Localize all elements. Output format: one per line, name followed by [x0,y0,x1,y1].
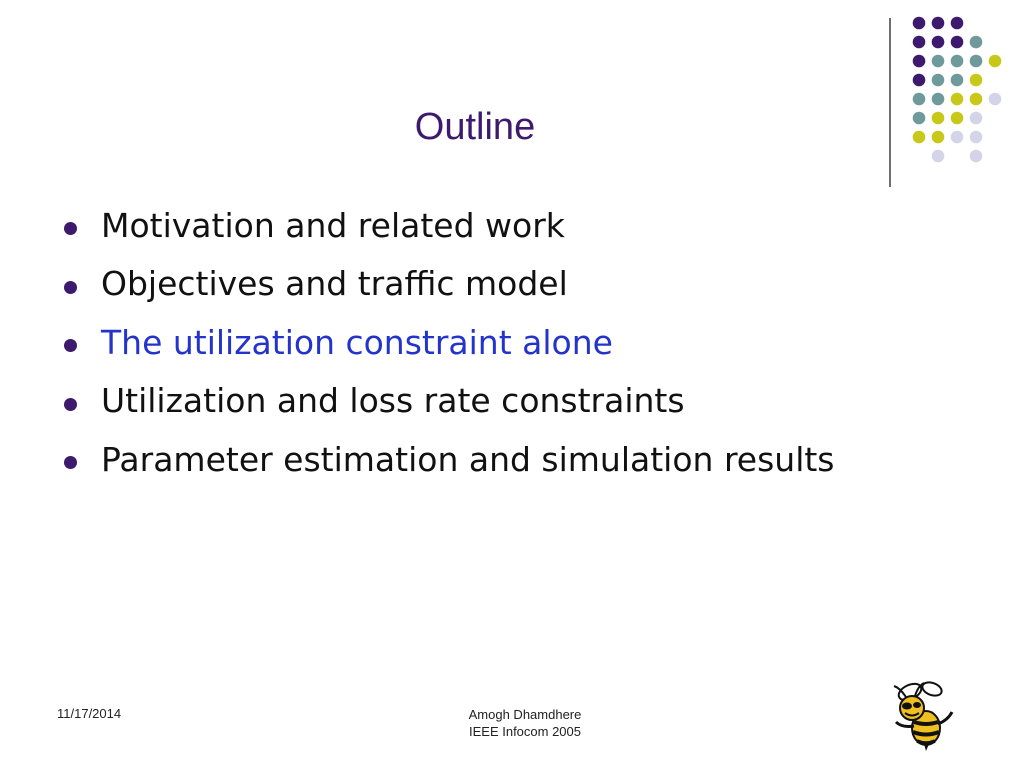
bullet-item [64,313,964,372]
bullet-list [64,196,964,489]
bullet-item [64,372,964,431]
bullet-text: Motivation and related work [101,205,565,245]
bullet-dot-icon [64,398,77,411]
bullet-text-highlighted: The utilization constraint alone [101,322,613,362]
footer-date: 11/17/2014 [57,706,122,721]
bullet-text: Objectives and traffic model [101,264,568,304]
slide-title: Outline [414,106,536,148]
footer-attribution [400,706,650,740]
footer-author: Amogh Dhamdhere [468,707,582,722]
bullet-dot-icon [64,281,77,294]
bullet-dot-icon [64,222,77,235]
yellow-jacket-mascot-icon [888,680,958,752]
bullet-item [64,255,964,314]
bullet-item [64,196,964,255]
bullet-text: Utilization and loss rate constraints [101,381,685,421]
bullet-dot-icon [64,456,77,469]
dot-grid-icon [0,0,1024,200]
bullet-item [64,430,964,489]
footer-venue: IEEE Infocom 2005 [468,724,581,739]
bullet-dot-icon [64,339,77,352]
bullet-text: Parameter estimation and simulation results [101,439,835,479]
